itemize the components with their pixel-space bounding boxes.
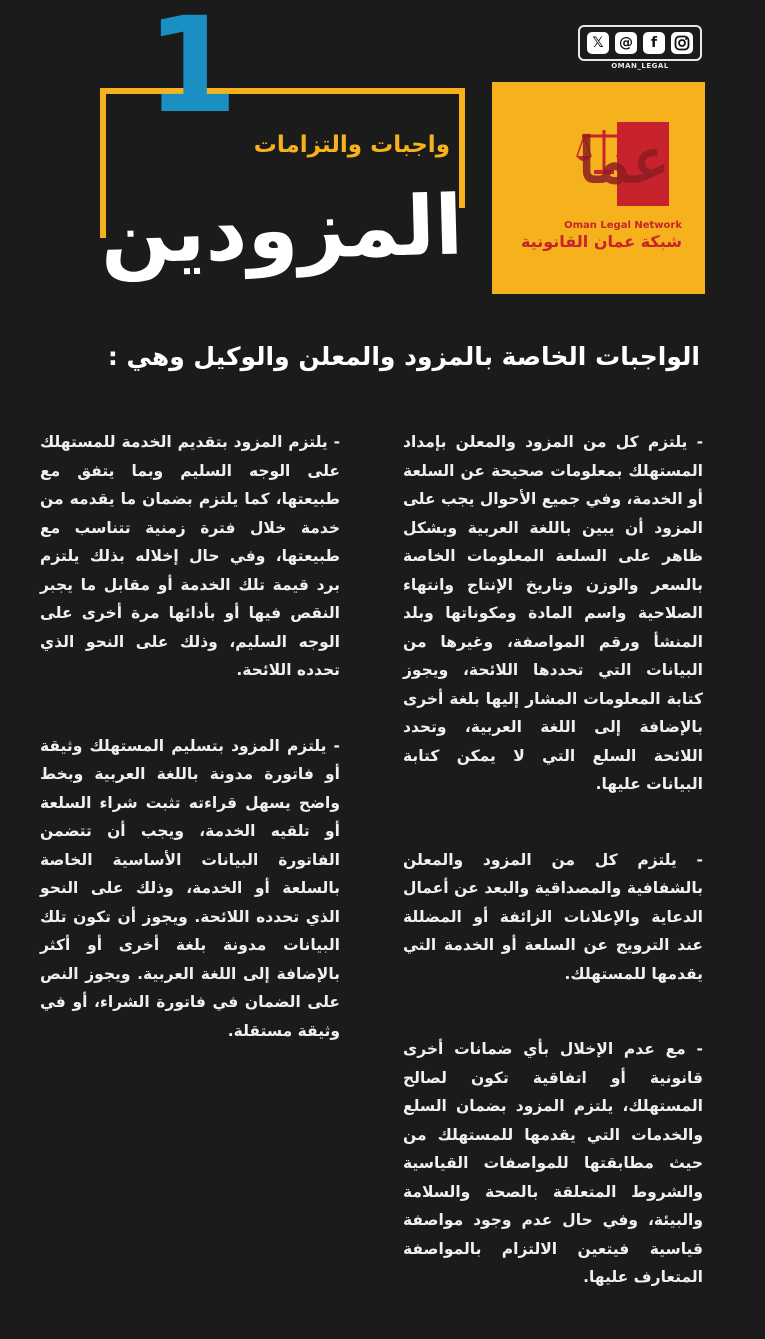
social-handle: OMAN_LEGAL bbox=[611, 62, 669, 70]
part-number: 1 bbox=[146, 0, 234, 143]
instagram-icon[interactable] bbox=[671, 32, 693, 54]
threads-icon[interactable]: @ bbox=[615, 32, 637, 54]
logo-name-en: Oman Legal Network bbox=[564, 220, 682, 231]
section-heading: الواجبات الخاصة بالمزود والمعلن والوكيل وهي : bbox=[107, 342, 700, 371]
paragraph: - مع عدم الإخلال بأي ضمانات أخرى قانونية أو اتفاقية تكون لصالح المستهلك، يلتزم المزود بضمان السلع والخدمات التي يقدمها للمستهلك من حيث مطابقتها للمواصفات القياسية والشروط المتعلقة بالصحة والسلامة والبيئة، وفي حال عدم وجود مواصفة قياسية فيتعين الالتزام بالمواصفة المتعارف عليها. bbox=[403, 1040, 703, 1286]
column-left bbox=[40, 428, 340, 1092]
paragraph: - يلتزم كل من المزود والمعلن بإمداد المستهلك بمعلومات صحيحة عن السلعة أو الخدمة، وفي جميع الأحوال يجب على المزود أن يبين باللغة العربية وبشكل ظاهر على السلعة المعلومات الخاصة بالسعر والوزن وتاريخ الإنتاج وانتهاء الصلاحية واسم المادة ومكوناتها وبلد المنشأ ورقم المواصفة، وغيرها من البيانات التي تحددها اللائحة، ويجوز كتابة المعلومات المشار إليها بلغة أخرى بالإضافة إلى اللغة العربية، وتحدد اللائحة السلع التي لا يمكن كتابة البيانات عليها. bbox=[403, 433, 703, 793]
header-subtitle: واجبات والتزامات bbox=[253, 132, 450, 158]
logo bbox=[492, 82, 705, 294]
paragraph: - يلتزم كل من المزود والمعلن بالشفافية والمصداقية والبعد عن أعمال الدعاية والإعلانات الزائفة أو المضللة عند الترويج عن السلعة أو الخدمة التي يقدمها للمستهلك. bbox=[403, 850, 703, 983]
social-links bbox=[578, 25, 702, 61]
facebook-icon[interactable]: f bbox=[643, 32, 665, 54]
paragraph: - يلتزم المزود بتقديم الخدمة للمستهلك على الوجه السليم وبما يتفق مع طبيعتها، كما يلتزم بضمان ما يقدمه من خدمة خلال فترة زمنية تتناسب مع طبيعتها، وفي حال إخلاله بذلك يلتزم برد قيمة تلك الخدمة أو مقابل ما يجبر النقص فيها أو بأدائها مرة أخرى على الوجه السليم، وذلك على النحو الذي تحدده اللائحة. bbox=[40, 433, 340, 679]
header-title: المزودين bbox=[99, 178, 465, 283]
logo-glyph: عما bbox=[578, 124, 670, 197]
paragraph: - يلتزم المزود بتسليم المستهلك وثيقة أو فاتورة مدونة باللغة العربية وبخط واضح يسهل قراءته تثبت شراء السلعة أو تلقيه الخدمة، ويجب أن تتضمن الفاتورة البيانات الأساسية الخاصة بالسلعة أو الخدمة، وذلك على النحو الذي تحدده اللائحة. ويجوز أن تكون تلك البيانات مدونة بلغة أخرى أو أكثر بالإضافة إلى اللغة العربية. ويجوز النص على الضمان في فاتورة الشراء، أو في وثيقة مستقلة. bbox=[40, 736, 340, 1040]
x-icon[interactable]: 𝕏 bbox=[587, 32, 609, 54]
logo-name-ar: شبكة عمان القانونية bbox=[520, 232, 682, 251]
column-right bbox=[403, 428, 703, 1339]
